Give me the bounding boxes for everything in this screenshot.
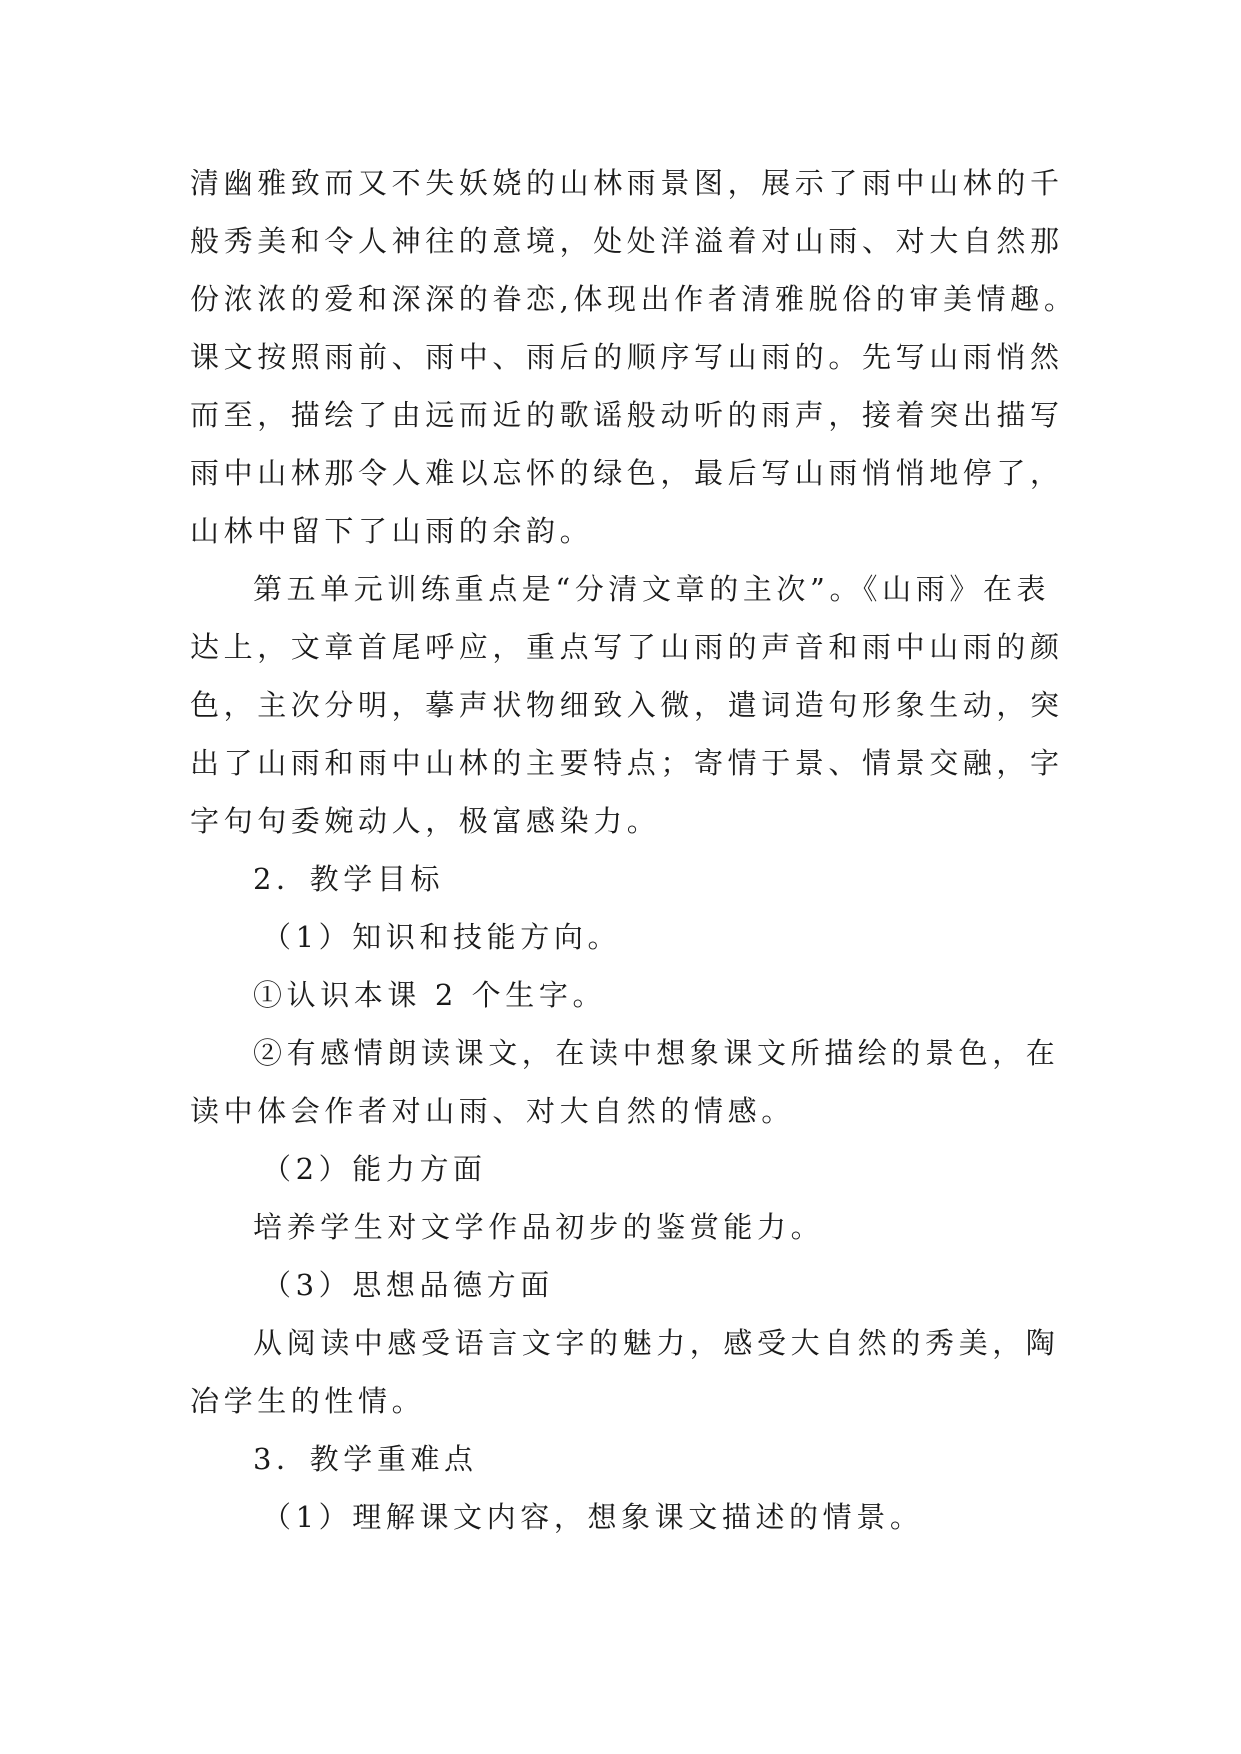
text-line: 份浓浓的爱和深深的眷恋,体现出作者清雅脱俗的审美情趣。 — [190, 282, 1078, 316]
paragraph-start: 从阅读中感受语言文字的魅力，感受大自然的秀美，陶 — [253, 1326, 1060, 1360]
text-line: 读中体会作者对山雨、对大自然的情感。 — [190, 1094, 795, 1128]
list-item: ①认识本课 2 个生字。 — [253, 978, 607, 1012]
paragraph-start: 第五单元训练重点是“分清文章的主次”。《山雨》在表 — [253, 572, 1051, 606]
text-line: 清幽雅致而又不失妖娆的山林雨景图，展示了雨中山林的千 — [190, 166, 1064, 200]
subsection-heading: （1）知识和技能方向。 — [262, 920, 622, 954]
text-line: 雨中山林那令人难以忘怀的绿色，最后写山雨悄悄地停了， — [190, 456, 1064, 490]
list-item: ②有感情朗读课文，在读中想象课文所描绘的景色，在 — [253, 1036, 1060, 1070]
paragraph-start: 培养学生对文学作品初步的鉴赏能力。 — [253, 1210, 825, 1244]
text-line: 字句句委婉动人，极富感染力。 — [190, 804, 661, 838]
text-line: 般秀美和令人神往的意境，处处洋溢着对山雨、对大自然那 — [190, 224, 1064, 258]
section-heading: 2．教学目标 — [253, 862, 445, 896]
text-line: 课文按照雨前、雨中、雨后的顺序写山雨的。先写山雨悄然 — [190, 340, 1064, 374]
text-line: 出了山雨和雨中山林的主要特点；寄情于景、情景交融，字 — [190, 746, 1064, 780]
subsection-heading: （1）理解课文内容，想象课文描述的情景。 — [262, 1500, 924, 1534]
text-line: 而至，描绘了由远而近的歌谣般动听的雨声，接着突出描写 — [190, 398, 1064, 432]
section-heading: 3．教学重难点 — [253, 1442, 478, 1476]
subsection-heading: （2）能力方面 — [262, 1152, 487, 1186]
text-line: 山林中留下了山雨的余韵。 — [190, 514, 594, 548]
subsection-heading: （3）思想品德方面 — [262, 1268, 554, 1302]
text-line: 色，主次分明，摹声状物细致入微，遣词造句形象生动，突 — [190, 688, 1064, 722]
text-line: 冶学生的性情。 — [190, 1384, 426, 1418]
text-line: 达上，文章首尾呼应，重点写了山雨的声音和雨中山雨的颜 — [190, 630, 1064, 664]
